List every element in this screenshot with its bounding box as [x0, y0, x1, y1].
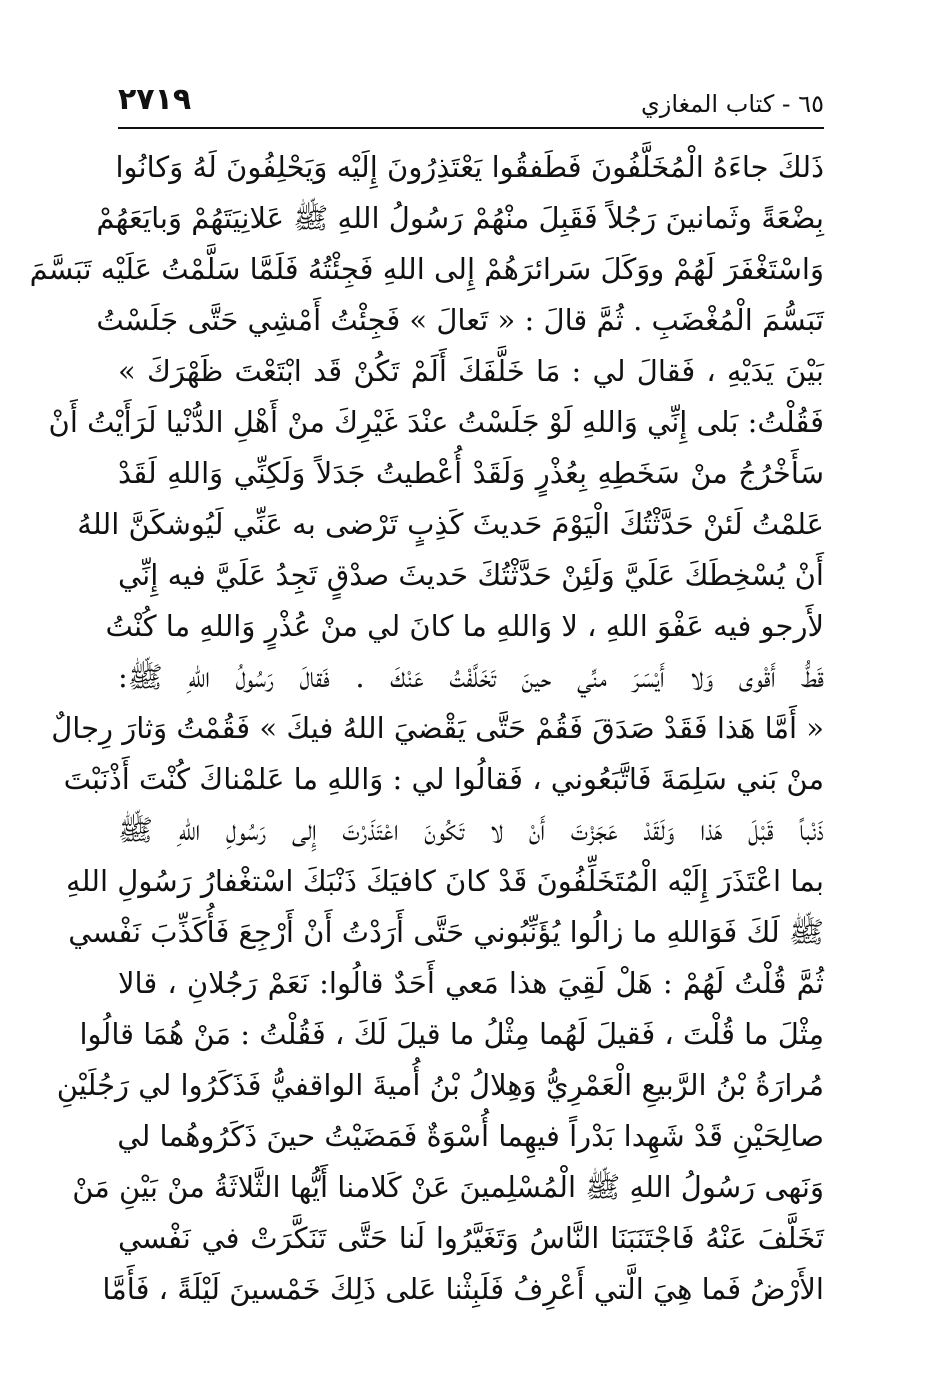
text-line: ذَلكَ جاءَهُ الْمُخَلَّفُونَ فَطَفقُوا يَعْتَذِرُونَ إِلَيْه وَيَحْلِفُونَ لَهُ وَكانُوا	[115, 150, 824, 184]
body-text	[29, 142, 824, 1315]
text-line: الأَرْضُ فَما هِيَ الَّتي أَعْرِفُ فَلَبِثْنا عَلى ذَلِكَ خَمْسينَ لَيْلَةً ، فَأَمَّا	[102, 1272, 824, 1306]
text-line: ثُمَّ قُلْتُ لَهُمْ : هَلْ لَقِيَ هذا مَعي أَحَدٌ قالُوا: نَعَمْ رَجُلانِ ، قالا	[118, 966, 824, 1000]
page-header	[118, 80, 824, 124]
header-rule	[118, 127, 824, 129]
page-title: ٦٥ - كتاب المغازي	[640, 90, 824, 118]
text-line: ذَنْباً قَبْلَ هَذا وَلَقَدْ عَجَزْتَ أَنْ لا تَكُونَ اعْتَذَرْتَ إِلى رَسُولِ اللهِ ﷺ	[118, 813, 824, 847]
text-line: عَلمْتُ لَئنْ حَدَّثْتُكَ الْيَوْمَ حَديثَ كَذِبٍ تَرْضى به عَنِّي لَيُوشكَنَّ اللهُ	[77, 507, 824, 541]
text-line: منْ بَني سَلِمَةَ فَاتَّبَعُوني ، فَقالُوا لي : وَاللهِ ما عَلمْناكَ كُنْتَ أَذْنَبْتَ	[63, 762, 824, 796]
book-page	[29, 80, 824, 1306]
text-line: بِضْعَةً وثَمانينَ رَجُلاً فَقَبِلَ منْهُمْ رَسُولُ اللهِ ﷺ عَلانِيَتَهُمْ وَبايَعَهُمْ	[96, 201, 824, 235]
text-line: بَيْنَ يَدَيْهِ ، فَقالَ لي : مَا خَلَّفَكَ أَلَمْ تَكُنْ قَد ابْتَعْتَ ظَهْرَكَ »	[118, 354, 824, 388]
text-line: وَنَهى رَسُولُ اللهِ ﷺ الْمُسْلِمينَ عَنْ كَلامنا أَيُّها الثَّلاثَةُ منْ بَيْنِ مَنْ	[72, 1170, 824, 1204]
text-line: وَاسْتَغْفَرَ لَهُمْ ووَكَلَ سَرائرَهُمْ إِلى اللهِ فَجِئْتُهُ فَلَمَّا سَلَّمْتُ عَلَيْه تَبَسَّمَ	[29, 252, 824, 286]
text-line: مُرارَةُ بْنُ الرَّبيعِ الْعَمْرِيُّ وَهِلالُ بْنُ أُميةَ الواقفيُّ فَذَكَرُوا لي رَجُلَيْنِ	[56, 1068, 824, 1102]
page-number: ٢٧١٩	[118, 82, 192, 117]
text-line: أَنْ يُسْخِطَكَ عَلَيَّ وَلَئِنْ حَدَّثْتُكَ حَديثَ صدْقٍ تَجِدُ عَلَيَّ فيه إِنِّي	[118, 558, 824, 592]
text-line: « أَمَّا هَذا فَقَدْ صَدَقَ فَقُمْ حَتَّى يَقْضيَ اللهُ فيكَ » فَقُمْتُ وَثارَ رِجالٌ	[51, 711, 824, 745]
text-line: ﷺ لَكَ فَوَاللهِ ما زالُوا يُؤَنِّبُوني حَتَّى أَرَدْتُ أَنْ أَرْجِعَ فَأُكَذِّبَ نَفْسي	[68, 915, 824, 949]
text-line: مِثْلَ ما قُلْتَ ، فَقيلَ لَهُما مِثْلُ ما قيلَ لَكَ ، فَقُلْتُ : مَنْ هُمَا قالُوا	[79, 1017, 824, 1051]
text-line: بما اعْتَذَرَ إِلَيْه الْمُتَخَلِّفُونَ قَدْ كانَ كافيَكَ ذَنْبَكَ اسْتغْفارُ رَسُولِ اللهِ	[66, 864, 824, 898]
text-line: فَقُلْتُ: بَلى إِنِّي وَاللهِ لَوْ جَلَسْتُ عنْدَ غَيْرِكَ منْ أَهْلِ الدُّنْيا لَرَأَيْتُ أَنْ	[48, 405, 824, 439]
text-line: قَطُّ أَقْوى وَلا أَيْسَرَ منِّي حينَ تَخَلَّفْتُ عَنْكَ . فَقالَ رَسُولُ اللهِ ﷺ:	[118, 660, 824, 694]
text-line: صالِحَيْنِ قَدْ شَهِدا بَدْراً فيهِما أُسْوَةٌ فَمَضَيْتُ حينَ ذَكَرُوهُما لي	[117, 1119, 824, 1153]
text-line: سَأَخْرُجُ منْ سَخَطِهِ بِعُذْرٍ وَلَقَدْ أُعْطيتُ جَدَلاً وَلَكِنِّي وَاللهِ لَقَدْ	[118, 456, 824, 490]
text-line: لأَرجو فيه عَفْوَ اللهِ ، لا وَاللهِ ما كانَ لي منْ عُذْرٍ وَاللهِ ما كُنْتُ	[105, 609, 824, 643]
text-line: تَبَسُّمَ الْمُغْضَبِ . ثُمَّ قالَ : « تَعالَ » فَجِئْتُ أَمْشِي حَتَّى جَلَسْتُ	[96, 303, 824, 337]
text-line: تَخَلَّفَ عَنْهُ فَاجْتَنَبَنَا النَّاسُ وَتَغَيَّرُوا لَنا حَتَّى تَنَكَّرَتْ في نَفْسي	[118, 1221, 824, 1255]
